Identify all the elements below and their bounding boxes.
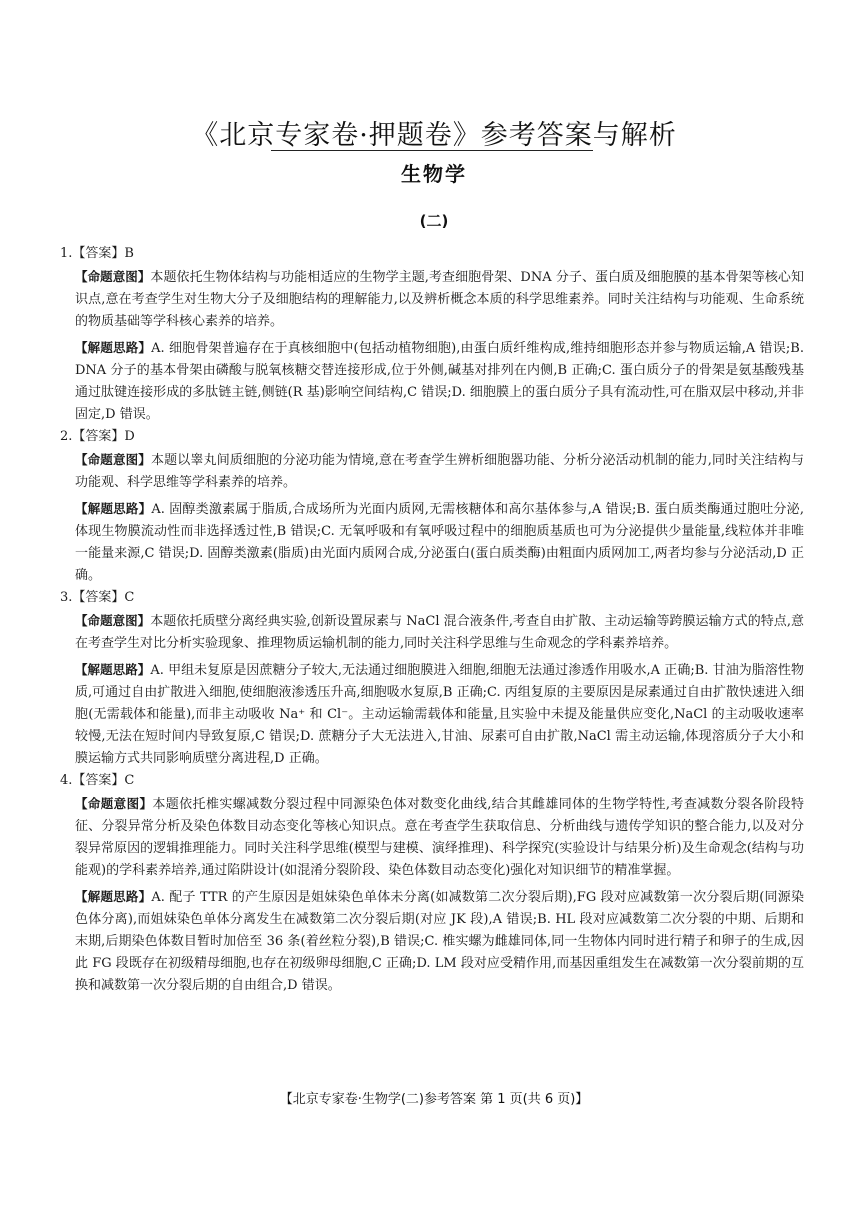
page-footer: 【北京专家卷·生物学(二)参考答案 第 1 页(共 6 页)】 [279,1092,589,1107]
question-block [60,243,804,426]
intent-paragraph [75,610,804,655]
solution-label: 【解题思路】 [75,501,152,516]
intent-text: 本题依托椎实螺减数分裂过程中同源染色体对数变化曲线,结合其雌雄同体的生物学特性,考查减数分裂各阶段特征、分裂异常分析及染色体数目动态变化等核心知识点。意在考查学生获取信息、分析曲线与遗传学知识的整合能力,以及对分裂异常原因的逻辑推理能力。同时关注科学思维(模型与建模、演绎推理)、科学探究(实验设计与结果分析)及生命观念(结构与功能观)的学科素养培养,通过陷阱设计(如混淆分裂阶段、染色体数目动态变化)强化对知识细节的精准掌握。 [75,797,804,878]
answer-line: 3.【答案】C [60,590,135,605]
solution-label: 【解题思路】 [75,340,152,355]
intent-text: 本题依托质壁分离经典实验,创新设置尿素与 NaCl 混合液条件,考查自由扩散、主动运输等跨膜运输方式的特点,意在考查学生对比分析实验现象、推理物质运输机制的能力,同时关注科学思维与生命观念的学科素养培养。 [75,614,804,651]
answer-line: 4.【答案】C [60,773,135,788]
solution-text: A. 细胞骨架普遍存在于真核细胞中(包括动植物细胞),由蛋白质纤维构成,维持细胞形态并参与物质运输,A 错误;B. DNA 分子的基本骨架由磷酸与脱氧核糖交替连接形成,位于外侧,碱基对排列在内侧,B 正确;C. 蛋白质分子的骨架是氨基酸残基通过肽键连接形成的多肽链主链,侧链(R 基)影响空间结构,C 错误;D. 细胞膜上的蛋白质分子具有流动性,可在脂双层中移动,并非固定,D 错误。 [75,341,804,422]
part-number: (二) [419,212,449,230]
question-block [60,587,804,770]
intent-text: 本题依托生物体结构与功能相适应的生物学主题,考查细胞骨架、DNA 分子、蛋白质及细胞膜的基本骨架等核心知识点,意在考查学生对生物大分子及细胞结构的理解能力,以及辨析概念本质的科学思维素养。同时关注结构与功能观、生命系统的物质基础等学科核心素养的培养。 [75,270,804,329]
subject-heading: 生物学 [401,162,467,186]
solution-text: A. 甲组未复原是因蔗糖分子较大,无法通过细胞膜进入细胞,细胞无法通过渗透作用吸水,A 正确;B. 甘油为脂溶性物质,可通过自由扩散进入细胞,使细胞液渗透压升高,细胞吸水复原,B 正确;C. 丙组复原的主要原因是尿素通过自由扩散快速进入细胞(无需载体和能量),而非主动吸收 Na⁺ 和 Cl⁻。主动运输需载体和能量,且实验中未提及能量供应变化,NaCl 的主动吸收速率较慢,无法在短时间内导致复原,C 错误;D. 蔗糖分子大无法进入,甘油、尿素可自由扩散,NaCl 需主动运输,体现溶质分子大小和膜运输方式共同影响质壁分离进程,D 正确。 [75,663,804,766]
solution-paragraph [75,498,804,587]
solution-label: 【解题思路】 [75,662,151,677]
intent-paragraph [75,266,804,333]
intent-text: 本题以睾丸间质细胞的分泌功能为情境,意在考查学生辨析细胞器功能、分析分泌活动机制的能力,同时关注结构与功能观、科学思维等学科素养的培养。 [75,453,804,490]
intent-paragraph [75,449,804,494]
solution-paragraph [75,659,804,770]
intent-label: 【命题意图】 [75,613,151,628]
question-block [60,426,804,587]
question-block [60,770,804,997]
intent-label: 【命题意图】 [75,452,151,467]
title-underline [271,150,593,151]
intent-label: 【命题意图】 [75,796,153,811]
intent-paragraph [75,793,804,882]
solution-text: A. 配子 TTR 的产生原因是姐妹染色单体未分离(如减数第二次分裂后期),FG 段对应减数第一次分裂后期(同源染色体分离),而姐妹染色单体分离发生在减数第二次分裂后期(对应 JK 段),A 错误;B. HL 段对应减数第二次分裂的中期、后期和末期,后期染色体数目暂时加倍至 36 条(着丝粒分裂),B 错误;C. 椎实螺为雌雄同体,同一生物体内同时进行精子和卵子的生成,因此 FG 段既存在初级精母细胞,也存在初级卵母细胞,C 正确;D. LM 段对应受精作用,而基因重组发生在减数第一次分裂前期的互换和减数第一次分裂后期的自由组合,D 错误。 [75,890,804,993]
document-title: 《北京专家卷·押题卷》参考答案与解析 [191,120,677,151]
solution-text: A. 固醇类激素属于脂质,合成场所为光面内质网,无需核糖体和高尔基体参与,A 错误;B. 蛋白质类酶通过胞吐分泌,体现生物膜流动性而非选择透过性,B 错误;C. 无氧呼吸和有氧呼吸过程中的细胞质基质也可为分泌提供少量能量,线粒体并非唯一能量来源,C 错误;D. 固醇类激素(脂质)由光面内质网合成,分泌蛋白(蛋白质类酶)由粗面内质网加工,两者均参与分泌活动,D 正确。 [75,502,804,583]
answer-line: 1.【答案】B [60,246,134,261]
solution-paragraph [75,337,804,426]
solution-label: 【解题思路】 [75,889,152,904]
solution-paragraph [75,886,804,997]
intent-label: 【命题意图】 [75,269,151,284]
answer-line: 2.【答案】D [60,429,135,444]
answer-content [60,243,804,997]
